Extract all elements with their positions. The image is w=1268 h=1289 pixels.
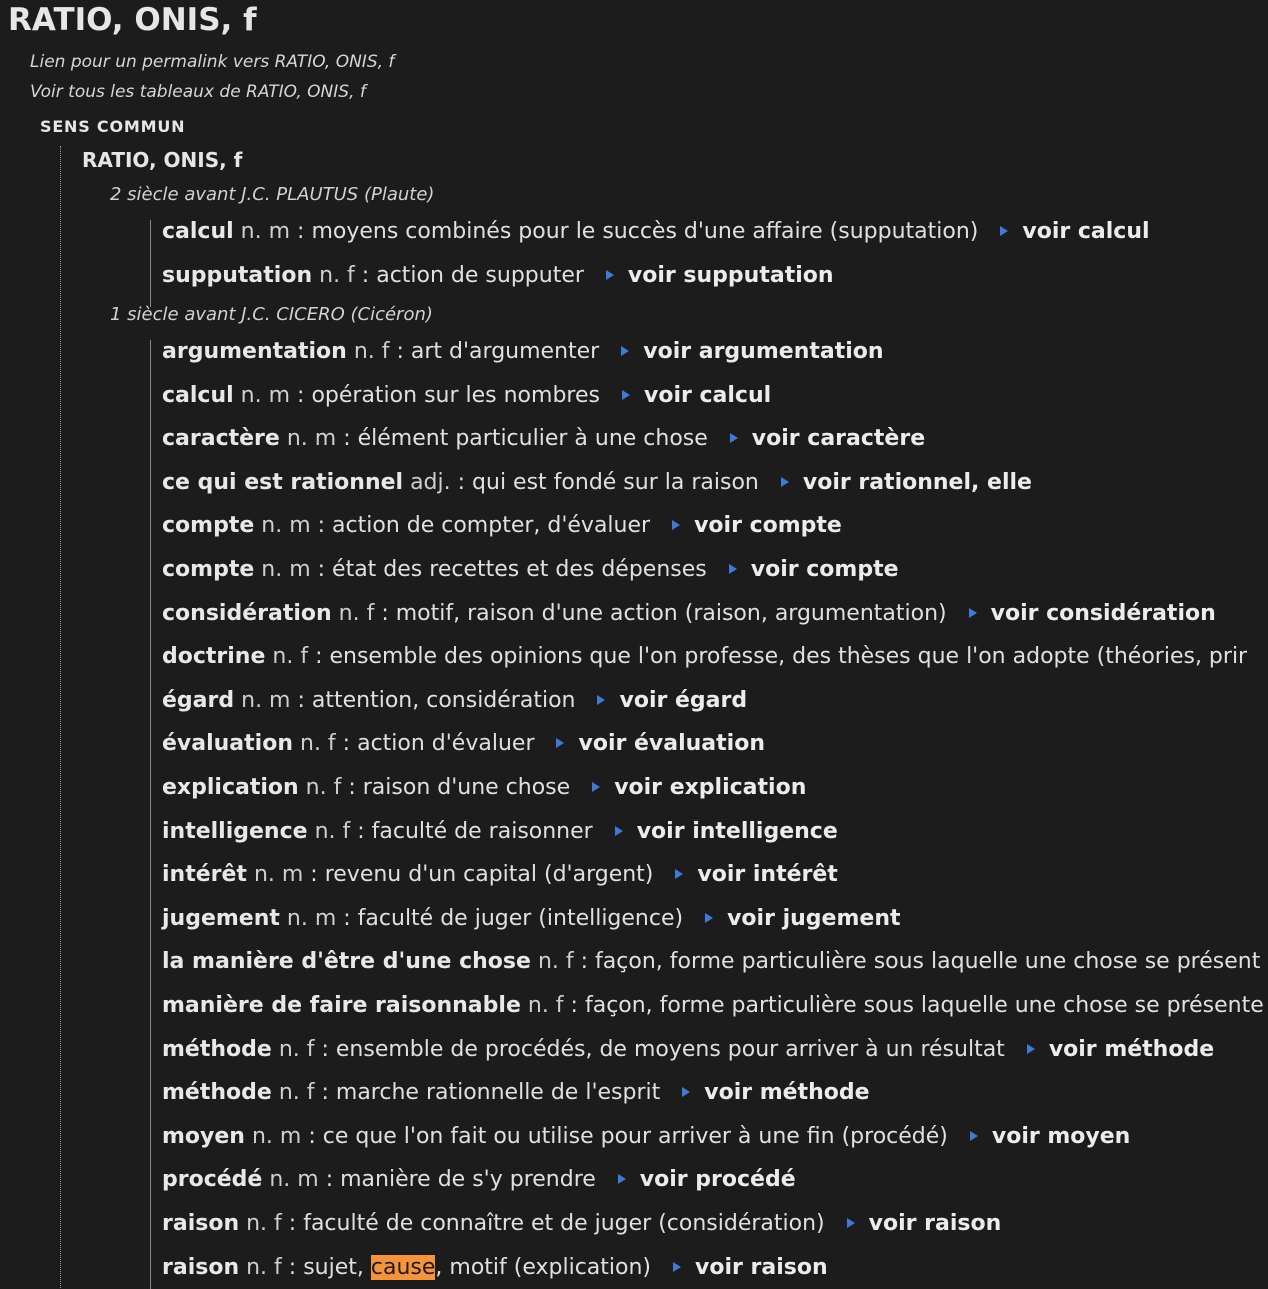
entry-grammar: n. m <box>286 905 337 931</box>
see-also-link[interactable]: voir méthode <box>704 1080 870 1106</box>
see-also-link[interactable]: voir calcul <box>1022 219 1150 244</box>
see-also-link[interactable]: voir intérêt <box>697 862 838 888</box>
period-tree-line <box>150 340 151 1289</box>
definition-entry <box>162 1167 796 1192</box>
definition-entry <box>162 383 771 408</box>
entry-grammar: n. m <box>286 426 337 452</box>
all-tables-link[interactable]: Voir tous les tableaux de RATIO, ONIS, f <box>30 82 366 102</box>
arrow-right-icon <box>673 1262 681 1272</box>
entry-term: considération <box>162 600 332 626</box>
entry-term: ce qui est rationnel <box>162 469 404 495</box>
entry-term: raison <box>162 1211 240 1236</box>
entry-grammar: n. f <box>314 818 351 844</box>
entry-definition: : sujet, <box>281 1254 371 1280</box>
entry-definition: : élément particulier à une chose <box>336 426 708 452</box>
entry-definition: : art d'argumenter <box>389 339 600 364</box>
see-also-link[interactable]: voir moyen <box>991 1123 1131 1149</box>
see-also-link[interactable]: voir argumentation <box>643 339 884 364</box>
arrow-right-icon <box>556 738 564 748</box>
arrow-right-icon <box>675 869 683 879</box>
arrow-right-icon <box>682 1087 690 1097</box>
entry-grammar: n. m <box>261 557 311 582</box>
entry-definition: : action de supputer <box>354 262 584 288</box>
entry-term: supputation <box>162 262 313 288</box>
entry-definition: : façon, forme particulière sous laquelle une chose se présent <box>573 949 1261 975</box>
entry-definition: : faculté de juger (intelligence) <box>336 905 684 931</box>
entry-definition: : attention, considération <box>290 687 576 713</box>
arrow-right-icon <box>618 1174 626 1184</box>
definition-entry <box>162 1037 1214 1062</box>
definition-entry <box>162 819 838 844</box>
entry-term: compte <box>162 557 255 582</box>
entry-grammar: n. m <box>240 382 291 408</box>
entry-definition: : ensemble de procédés, de moyens pour arriver à un résultat <box>314 1036 1005 1062</box>
see-also-link[interactable]: voir calcul <box>643 382 772 408</box>
definition-entry <box>162 1211 1001 1236</box>
arrow-right-icon <box>781 477 789 487</box>
see-also-link[interactable]: voir raison <box>868 1211 1002 1236</box>
definition-entry <box>162 339 884 364</box>
entry-definition: : moyens combinés pour le succès d'une affaire (supputation) <box>290 219 979 244</box>
see-also-link[interactable]: voir compte <box>694 513 842 539</box>
entry-term: moyen <box>162 1123 245 1149</box>
entry-definition: : revenu d'un capital (d'argent) <box>303 862 654 888</box>
entry-term: calcul <box>162 219 234 244</box>
page-title: RATIO, ONIS, f <box>8 2 257 38</box>
definition-entry <box>162 1124 1130 1149</box>
entry-definition: : faculté de connaître et de juger (considération) <box>281 1211 825 1236</box>
definition-entry <box>162 644 1247 669</box>
arrow-right-icon <box>1027 1044 1035 1054</box>
arrow-right-icon <box>622 390 630 400</box>
entry-definition: : façon, forme particulière sous laquelle une chose se présente <box>563 993 1264 1018</box>
sense-tree-line <box>60 146 61 1288</box>
entry-grammar: n. f <box>246 1211 282 1236</box>
arrow-right-icon <box>730 433 738 443</box>
see-also-link[interactable]: voir intelligence <box>636 818 838 844</box>
definition-entry <box>162 263 834 288</box>
definition-entry <box>162 906 901 931</box>
entry-definition: : qui est fondé sur la raison <box>450 469 759 495</box>
see-also-link[interactable]: voir évaluation <box>578 731 765 757</box>
arrow-right-icon <box>606 270 614 280</box>
entry-term: intelligence <box>162 818 308 844</box>
entry-term: intérêt <box>162 862 247 888</box>
definition-entry <box>162 993 1264 1018</box>
arrow-right-icon <box>969 608 977 618</box>
definition-entry <box>162 862 838 887</box>
entry-definition: : ensemble des opinions que l'on professe, des thèses que l'on adopte (théories, prir <box>308 644 1248 670</box>
see-also-link[interactable]: voir explication <box>614 775 807 800</box>
definition-entry <box>162 775 806 800</box>
arrow-right-icon <box>615 826 623 836</box>
see-also-link[interactable]: voir jugement <box>727 905 901 931</box>
arrow-right-icon <box>1000 226 1008 236</box>
see-also-link[interactable]: voir compte <box>750 557 899 582</box>
entry-grammar: n. f <box>527 993 564 1018</box>
entry-grammar: n. f <box>353 339 390 364</box>
entry-term: procédé <box>162 1167 263 1193</box>
definition-entry <box>162 1255 828 1280</box>
permalink-link[interactable]: Lien pour un permalink vers RATIO, ONIS, f <box>30 52 395 72</box>
entry-term: argumentation <box>162 339 347 364</box>
entry-term: jugement <box>162 905 280 931</box>
entry-grammar: n. m <box>240 219 291 244</box>
entry-term: calcul <box>162 382 234 408</box>
see-also-link[interactable]: voir caractère <box>751 426 926 452</box>
entry-term: raison <box>162 1254 240 1280</box>
arrow-right-icon <box>621 346 629 356</box>
entry-grammar: n. f <box>338 600 375 626</box>
see-also-link[interactable]: voir rationnel, elle <box>802 469 1032 495</box>
arrow-right-icon <box>970 1131 978 1141</box>
see-also-link[interactable]: voir égard <box>619 687 748 713</box>
entry-grammar: n. f <box>319 262 355 288</box>
entry-term: méthode <box>162 1080 272 1106</box>
entry-term: égard <box>162 687 235 713</box>
definition-entry <box>162 470 1032 495</box>
entry-term: caractère <box>162 426 280 452</box>
entry-definition: : manière de s'y prendre <box>318 1167 596 1193</box>
see-also-link[interactable]: voir supputation <box>627 262 834 288</box>
entry-definition: : opération sur les nombres <box>290 382 600 408</box>
entry-grammar: n. m <box>251 1123 302 1149</box>
entry-definition: : action de compter, d'évaluer <box>310 513 651 539</box>
see-also-link[interactable]: voir procédé <box>639 1167 796 1193</box>
entry-grammar: n. f <box>246 1254 282 1280</box>
entry-definition: : marche rationnelle de l'esprit <box>314 1080 661 1106</box>
arrow-right-icon <box>705 913 713 923</box>
entry-grammar: n. m <box>269 1167 319 1193</box>
period-label: 1 siècle avant J.C. CICERO (Cicéron) <box>110 304 433 325</box>
entry-grammar: n. f <box>278 1036 315 1062</box>
definition-entry <box>162 688 747 713</box>
see-also-link[interactable]: voir raison <box>695 1254 828 1280</box>
definition-entry <box>162 1080 870 1105</box>
definition-entry <box>162 949 1260 974</box>
definition-entry <box>162 426 925 451</box>
arrow-right-icon <box>592 782 600 792</box>
entry-grammar: n. f <box>278 1080 315 1106</box>
entry-grammar: n. f <box>272 644 309 670</box>
arrow-right-icon <box>847 1218 855 1228</box>
entry-definition: : état des recettes et des dépenses <box>310 557 707 582</box>
entry-grammar: n. m <box>253 862 304 888</box>
definition-entry <box>162 557 899 582</box>
entry-grammar: n. f <box>305 775 342 800</box>
search-highlight: cause <box>370 1254 436 1280</box>
definition-entry <box>162 601 1216 626</box>
entry-term: méthode <box>162 1036 272 1062</box>
see-also-link[interactable]: voir considération <box>990 600 1216 626</box>
entry-term: la manière d'être d'une chose <box>162 949 531 975</box>
definition-entry <box>162 513 842 538</box>
entry-definition: : faculté de raisonner <box>350 818 593 844</box>
see-also-link[interactable]: voir méthode <box>1048 1036 1215 1062</box>
entry-term: doctrine <box>162 644 266 670</box>
sense-headword: RATIO, ONIS, f <box>82 148 243 172</box>
arrow-right-icon <box>729 564 737 574</box>
entry-definition-rest: , motif (explication) <box>435 1254 652 1280</box>
entry-term: explication <box>162 775 299 800</box>
sense-heading: SENS COMMUN <box>40 117 186 136</box>
period-tree-line <box>150 220 151 307</box>
definition-entry <box>162 219 1150 244</box>
entry-term: manière de faire raisonnable <box>162 993 521 1018</box>
arrow-right-icon <box>597 695 605 705</box>
entry-definition: : action d'évaluer <box>335 731 535 757</box>
period-label: 2 siècle avant J.C. PLAUTUS (Plaute) <box>110 184 435 205</box>
entry-grammar: n. m <box>261 513 311 539</box>
entry-grammar: n. f <box>537 949 574 975</box>
arrow-right-icon <box>672 520 680 530</box>
entry-grammar: n. m <box>241 687 291 713</box>
definition-entry <box>162 731 765 756</box>
entry-definition: : raison d'une chose <box>341 775 571 800</box>
entry-term: évaluation <box>162 731 293 757</box>
entry-grammar: n. f <box>300 731 336 757</box>
entry-grammar: adj. <box>410 469 451 495</box>
entry-definition: : ce que l'on fait ou utilise pour arriver à une fin (procédé) <box>301 1123 948 1149</box>
entry-term: compte <box>162 513 255 539</box>
entry-definition: : motif, raison d'une action (raison, argumentation) <box>374 600 947 626</box>
